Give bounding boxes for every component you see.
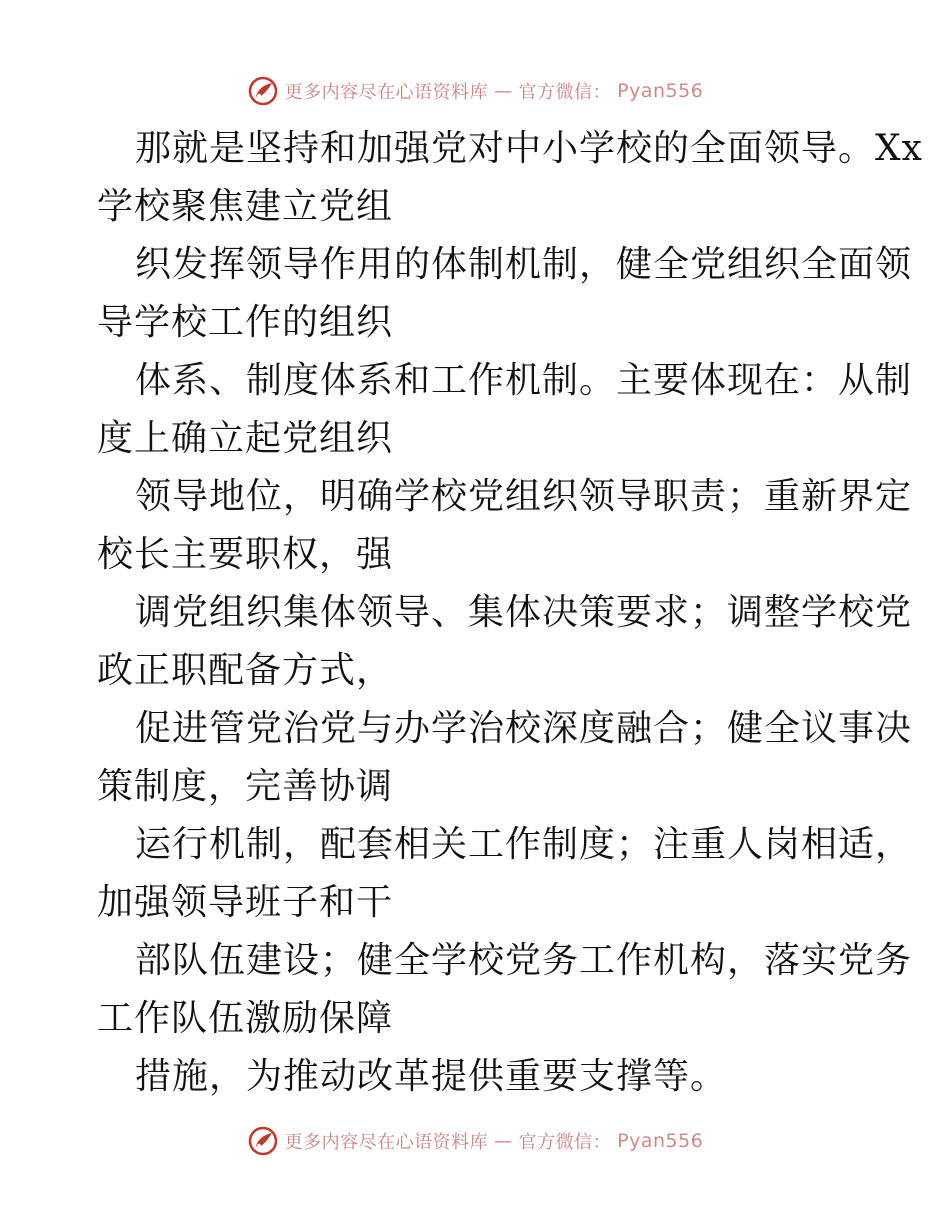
paragraph-line: 促进管党治党与办学治校深度融合；健全议事决 <box>135 708 913 749</box>
paragraph <box>97 700 913 816</box>
paragraph <box>97 816 913 932</box>
paragraph <box>97 584 913 700</box>
paragraph-line: 学校聚焦建立党组 <box>97 186 394 227</box>
paragraph <box>97 120 923 236</box>
paragraph-line: 运行机制，配套相关工作制度；注重人岗相适， <box>135 824 913 865</box>
paragraph-line: 政正职配备方式， <box>97 650 394 691</box>
watermark-separator: — <box>494 80 513 102</box>
paragraph-line: 部队伍建设；健全学校党务工作机构，落实党务 <box>135 940 913 981</box>
paragraph-line: 校长主要职权，强 <box>97 534 394 575</box>
paragraph <box>97 352 913 468</box>
watermark-brand-text: 更多内容尽在心语资料库 <box>284 1132 489 1153</box>
watermark-suffix-text: 官方微信： <box>518 82 612 103</box>
brand-logo-icon <box>247 1125 279 1157</box>
paragraph-line: 工作队伍激励保障 <box>97 998 394 1039</box>
paragraph-line: 度上确立起党组织 <box>97 418 394 459</box>
paragraph-line: 导学校工作的组织 <box>97 302 394 343</box>
watermark-account: Pyan556 <box>617 80 704 102</box>
footer-watermark <box>0 1124 950 1158</box>
paragraph-line: 织发挥领导作用的体制机制，健全党组织全面领 <box>135 244 913 285</box>
paragraph <box>97 932 913 1048</box>
watermark-account: Pyan556 <box>617 1130 704 1152</box>
watermark-brand-text: 更多内容尽在心语资料库 <box>284 82 489 103</box>
paragraph-line: 那就是坚持和加强党对中小学校的全面领导。Xx <box>135 128 923 169</box>
paragraph <box>97 236 913 352</box>
paragraph-line: 调党组织集体领导、集体决策要求；调整学校党 <box>135 592 913 633</box>
paragraph-line: 体系、制度体系和工作机制。主要体现在：从制 <box>135 360 913 401</box>
brand-logo-icon <box>247 75 279 107</box>
body-text <box>97 120 923 1106</box>
paragraph <box>97 468 913 584</box>
paragraph-line: 加强领导班子和干 <box>97 882 394 923</box>
paragraph-line: 领导地位，明确学校党组织领导职责；重新界定 <box>135 476 913 517</box>
paragraph-line: 措施，为推动改革提供重要支撑等。 <box>135 1056 728 1097</box>
paragraph <box>97 1048 857 1106</box>
watermark-separator: — <box>494 1130 513 1152</box>
watermark-suffix-text: 官方微信： <box>518 1132 612 1153</box>
header-watermark <box>0 74 950 108</box>
paragraph-line: 策制度，完善协调 <box>97 766 394 807</box>
